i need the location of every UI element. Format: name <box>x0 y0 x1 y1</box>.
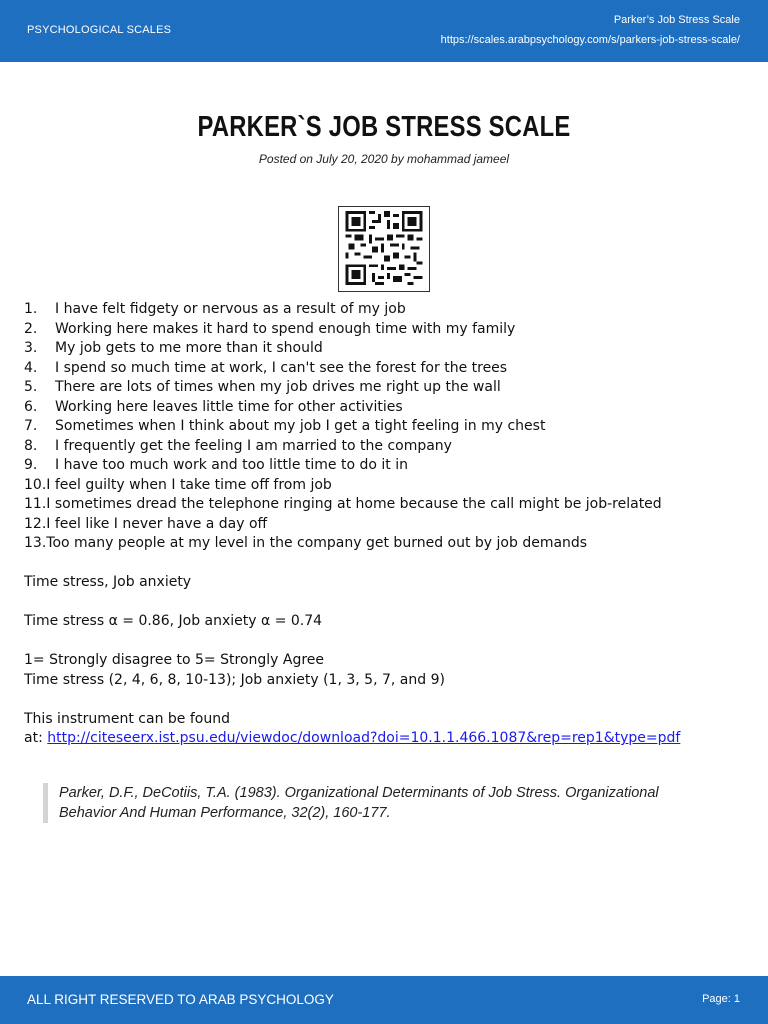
item-number: 6. <box>24 398 38 415</box>
list-item <box>24 476 744 496</box>
list-item <box>24 378 744 398</box>
item-text: I spend so much time at work, I can't see the forest for the trees <box>55 359 508 376</box>
footer-rights: ALL RIGHT RESERVED TO ARAB PSYCHOLOGY <box>27 992 334 1007</box>
list-item <box>24 437 744 457</box>
item-number: 1. <box>24 301 38 317</box>
item-text: Sometimes when I think about my job I get a tight feeling in my chest <box>55 418 546 434</box>
list-item <box>24 456 744 476</box>
item-number: 2. <box>24 320 38 337</box>
subscales-text: Time stress, Job anxiety <box>24 574 192 590</box>
item-number: 9. <box>24 457 38 473</box>
scoring-subscales: Time stress (2, 4, 6, 8, 10-13); Job anxiety (1, 3, 5, 7, and 9) <box>24 671 445 688</box>
article-title: PARKER`S JOB STRESS SCALE <box>197 111 571 143</box>
source-line <box>24 729 744 749</box>
citation-blockquote: Parker, D.F., DeCotiis, T.A. (1983). Organizational Determinants of Job Stress. Organizational Behavior And Human Performance, 32(2), 160-177. <box>43 783 719 823</box>
source-link[interactable]: http://citeseerx.ist.psu.edu/viewdoc/download?doi=10.1.1.466.1087&rep=rep1&type=pdf <box>47 730 681 746</box>
item-number: 4. <box>24 359 38 376</box>
item-number: 7. <box>24 418 38 434</box>
scoring-range: 1= Strongly disagree to 5= Strongly Agree <box>24 652 325 668</box>
scoring-block <box>24 651 744 690</box>
list-item <box>24 534 744 554</box>
header-page-title: Parker’s Job Stress Scale <box>613 14 740 26</box>
item-number: 11. <box>24 496 47 512</box>
item-text: Working here leaves little time for other activities <box>55 398 403 415</box>
source-intro: This instrument can be found <box>24 710 230 727</box>
item-text: I frequently get the feeling I am married to the company <box>55 437 452 454</box>
item-text: Working here makes it hard to spend enough time with my family <box>55 320 516 337</box>
list-item <box>24 339 744 359</box>
list-item <box>24 398 744 418</box>
item-text: I feel like I never have a day off <box>46 515 268 532</box>
item-number: 10. <box>24 476 47 493</box>
header-url: https://scales.arabpsychology.com/s/parkers-job-stress-scale/ <box>440 34 740 46</box>
list-item <box>24 495 744 515</box>
list-item <box>24 320 744 340</box>
list-item <box>24 359 744 379</box>
list-item <box>24 300 744 320</box>
source-prefix: at: <box>24 730 48 746</box>
item-number: 13. <box>24 535 47 551</box>
item-number: 8. <box>24 437 38 454</box>
site-name: PSYCHOLOGICAL SCALES <box>27 24 172 36</box>
qr-code-icon <box>338 206 430 292</box>
posted-meta: Posted on July 20, 2020 by mohammad jameel <box>258 152 510 166</box>
footer-bar <box>0 976 768 1024</box>
page-number: Page: 1 <box>702 993 740 1005</box>
list-item <box>24 417 744 437</box>
item-text: I feel guilty when I take time off from job <box>46 476 332 493</box>
item-text: I have felt fidgety or nervous as a result of my job <box>55 301 406 317</box>
source-block <box>24 710 744 749</box>
list-item <box>24 515 744 535</box>
item-text: Too many people at my level in the company get burned out by job demands <box>46 535 588 551</box>
item-number: 3. <box>24 340 38 356</box>
item-text: My job gets to me more than it should <box>55 340 323 356</box>
item-text: There are lots of times when my job drives me right up the wall <box>55 379 501 395</box>
reliability-text: Time stress α = 0.86, Job anxiety α = 0.74 <box>24 613 323 629</box>
item-number: 5. <box>24 379 38 395</box>
article-body <box>24 300 744 749</box>
item-text: I sometimes dread the telephone ringing at home because the call might be job-related <box>46 496 662 512</box>
item-list <box>24 300 744 554</box>
header-bar <box>0 0 768 62</box>
item-number: 12. <box>24 515 47 532</box>
item-text: I have too much work and too little time to do it in <box>55 457 408 473</box>
